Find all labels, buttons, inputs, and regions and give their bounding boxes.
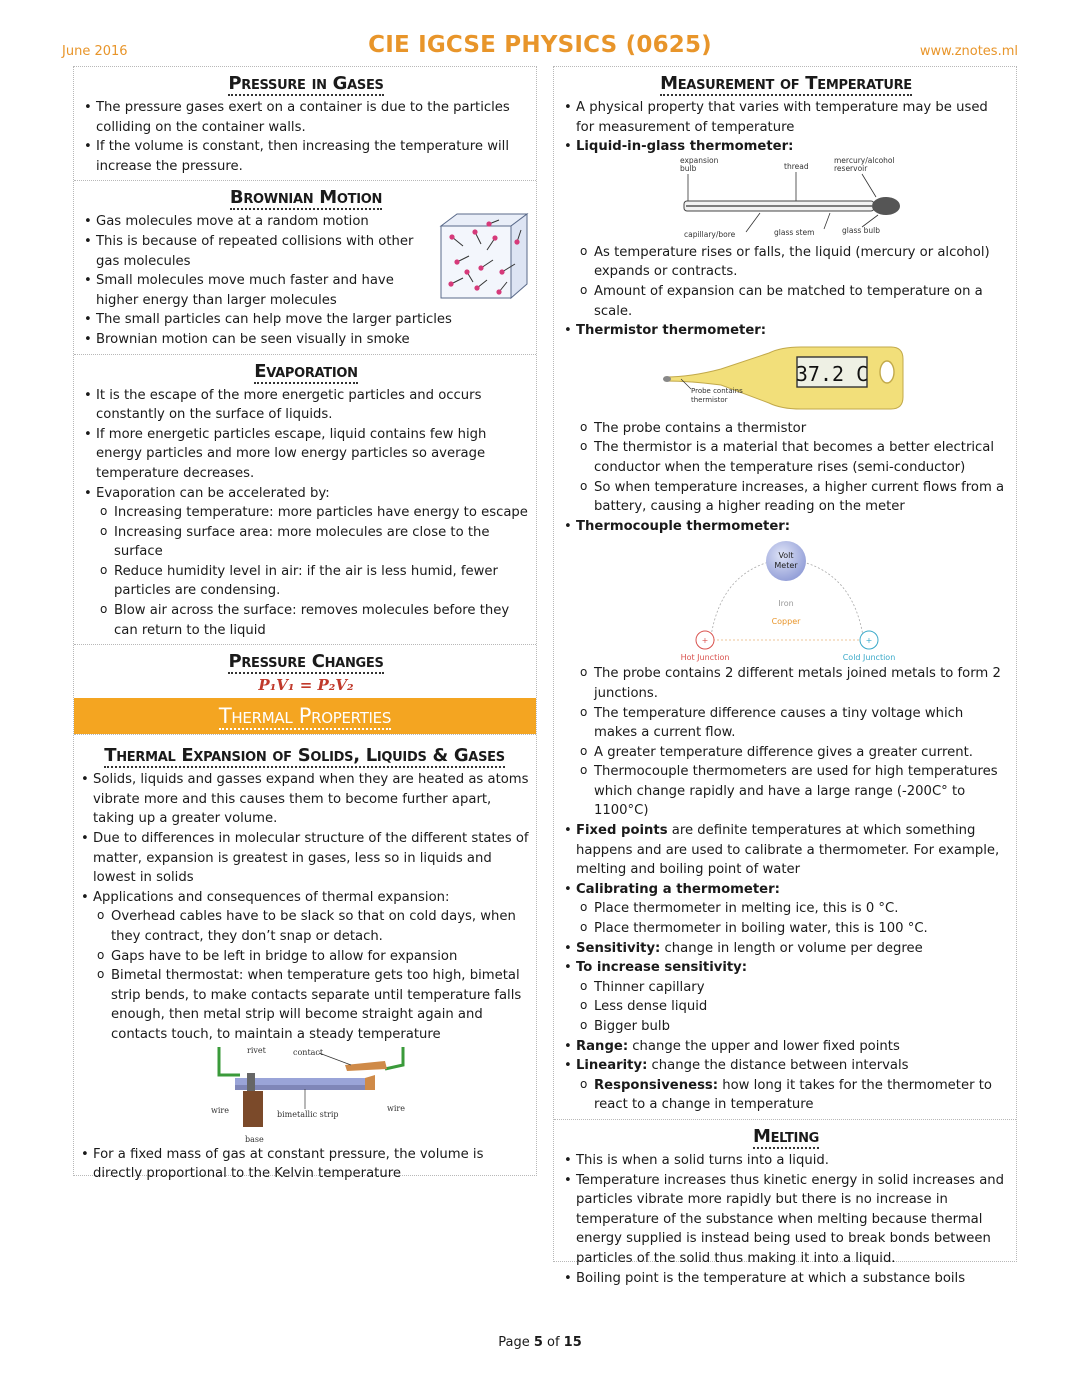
list-item: • Due to differences in molecular structure of the different states of matter, expansion is greatest in gases, less so in liquids and lowest in solids — [79, 829, 530, 888]
page-footer: Page 5 of 15 — [498, 1335, 582, 1350]
page-header — [62, 32, 1018, 66]
label-contact: contact — [292, 1047, 323, 1057]
sub-list-item: o Responsiveness: how long it takes for the thermometer to react to a change in temperature — [562, 1076, 1010, 1115]
list-item: • The small particles can help move the larger particles — [82, 310, 530, 330]
thermocouple-diagram — [661, 536, 911, 664]
list-item: • If the volume is constant, then increasing the temperature will increase the pressure. — [82, 137, 530, 176]
section-title: Pressure in Gases — [228, 73, 384, 94]
current-page-number: 5 — [533, 1335, 543, 1350]
section-title: Measurement of Temperature — [660, 73, 912, 94]
sub-list-item: o Blow air across the surface: removes molecules before they can return to the liquid — [82, 601, 530, 640]
thermistor-reading: 37.2 C — [795, 361, 869, 386]
list-item: • Calibrating a thermometer: — [562, 880, 1010, 900]
sub-list-item: o Amount of expansion can be matched to temperature on a scale. — [562, 282, 1010, 321]
section-thermal-expansion — [74, 735, 536, 1188]
list-item: • The pressure gases exert on a container is due to the particles colliding on the container walls. — [82, 98, 530, 137]
label-bulb: bulb — [680, 163, 697, 173]
list-item: • This is because of repeated collisions with other gas molecules — [82, 232, 422, 271]
section-title: Evaporation — [254, 360, 358, 382]
list-item: • Sensitivity: change in length or volume per degree — [562, 939, 1010, 959]
list-item: • A physical property that varies with temperature may be used for measurement of temperature — [562, 98, 1010, 137]
label-mercury-alcohol: mercury/alcohol — [834, 156, 895, 165]
label-wire-right: wire — [386, 1103, 405, 1113]
list-item: • Thermocouple thermometer: — [562, 517, 1010, 537]
left-column — [73, 66, 537, 1182]
sub-list-item: o Place thermometer in melting ice, this is 0 °C. — [562, 899, 1010, 919]
label-cold-junction: Cold Junction — [842, 653, 896, 663]
section-melting — [554, 1120, 1016, 1292]
list-item: • Thermistor thermometer: — [562, 321, 1010, 341]
liquid-in-glass-thermometer-diagram — [666, 157, 906, 243]
sub-list-item: o As temperature rises or falls, the liquid (mercury or alcohol) expands or contracts. — [562, 243, 1010, 282]
thermistor-thermometer-diagram — [661, 341, 911, 419]
list-item: • Applications and consequences of thermal expansion: — [79, 888, 530, 908]
sub-list-item: o Less dense liquid — [562, 997, 1010, 1017]
list-item: • Fixed points are definite temperatures at which something happens and are used to calibrate a thermometer. For example, melting and boiling point of water — [562, 821, 1010, 880]
section-pressure-in-gases — [74, 67, 536, 181]
sub-list-item: o Thinner capillary — [562, 978, 1010, 998]
section-title: Brownian Motion — [229, 187, 383, 209]
list-item: • Liquid-in-glass thermometer: — [562, 137, 1010, 157]
sub-list-item: o Bigger bulb — [562, 1017, 1010, 1037]
sub-list-item: o The probe contains 2 different metals joined metals to form 2 junctions. — [562, 664, 1010, 703]
list-item: • It is the escape of the more energetic particles and occurs constantly on the surface of liquids. — [82, 386, 530, 425]
label-probe-contains: Probe contains — [691, 386, 743, 395]
sub-list-item: o Bimetal thermostat: when temperature gets too high, bimetal strip bends, to make contacts separate until temperature falls enough, then metal strip will become straight again and contacts touch, to maintain a steady temperature — [79, 966, 530, 1044]
list-item: • Boiling point is the temperature at which a substance boils — [562, 1269, 1010, 1289]
right-column — [553, 66, 1017, 1286]
list-item: • Small molecules move much faster and have higher energy than larger molecules — [82, 271, 422, 310]
label-thread: thread — [784, 161, 809, 171]
label-expansion: expansion — [680, 156, 719, 165]
pressure-formula: P₁V₁ = P₂V₂ — [258, 676, 354, 695]
list-item: • Gas molecules move at a random motion — [82, 212, 422, 232]
label-bimetallic-strip: bimetallic strip — [276, 1109, 339, 1119]
section-brownian-motion — [74, 181, 536, 354]
label-wire-left: wire — [210, 1105, 229, 1115]
list-item: • Linearity: change the distance between intervals — [562, 1056, 1010, 1076]
list-item: • Brownian motion can be seen visually in smoke — [82, 330, 530, 350]
thermal-properties-banner: Thermal Properties — [74, 698, 536, 734]
list-item: • Range: change the upper and lower fixed points — [562, 1037, 1010, 1057]
label-thermistor: thermistor — [691, 395, 728, 404]
list-item: • This is when a solid turns into a liquid. — [562, 1151, 1010, 1171]
label-volt: Volt — [778, 551, 794, 561]
section-pressure-changes — [74, 645, 536, 735]
section-title: Pressure Changes — [228, 651, 384, 673]
svg-text:+: + — [701, 636, 709, 646]
section-evaporation — [74, 355, 536, 646]
page-title: CIE IGCSE PHYSICS (0625) — [368, 32, 712, 58]
list-item: • If more energetic particles escape, liquid contains few high energy particles and more low energy particles so average temperature decreases. — [82, 425, 530, 484]
total-pages: 15 — [563, 1335, 582, 1350]
list-item: • To increase sensitivity: — [562, 958, 1010, 978]
sub-list-item: o A greater temperature difference gives a greater current. — [562, 743, 1010, 763]
section-measurement-of-temperature — [554, 67, 1016, 1120]
brownian-motion-cube-diagram — [437, 212, 532, 302]
label-meter: Meter — [774, 561, 798, 571]
list-item: • For a fixed mass of gas at constant pressure, the volume is directly proportional to the Kelvin temperature — [79, 1145, 530, 1184]
sub-list-item: o The probe contains a thermistor — [562, 419, 1010, 439]
label-rivet: rivet — [246, 1045, 266, 1055]
sub-list-item: o Place thermometer in boiling water, this is 100 °C. — [562, 919, 1010, 939]
section-title: Melting — [752, 1125, 820, 1147]
sub-list-item: o So when temperature increases, a higher current flows from a battery, causing a higher reading on the meter — [562, 478, 1010, 517]
section-title: Thermal Expansion of Solids, Liquids & Gases — [104, 745, 505, 767]
list-item: • Evaporation can be accelerated by: — [82, 484, 530, 504]
list-item: • Temperature increases thus kinetic energy in solid increases and particles vibrate more rapidly but there is no increase in temperature of the substance when melting because thermal energy supplied is instead being used to break bonds between particles of the solid thus making it into a liquid. — [562, 1171, 1010, 1269]
sub-list-item: o Increasing temperature: more particles have energy to escape — [82, 503, 530, 523]
label-iron: Iron — [778, 599, 794, 609]
sub-list-item: o Overhead cables have to be slack so that on cold days, when they contract, they don’t snap or detach. — [79, 907, 530, 946]
label-glass-bulb: glass bulb — [842, 225, 880, 235]
header-website-link[interactable]: www.znotes.ml — [919, 44, 1018, 59]
header-date: June 2016 — [62, 44, 128, 59]
label-hot-junction: Hot Junction — [680, 653, 730, 663]
label-reservoir: reservoir — [834, 163, 868, 173]
sub-list-item: o Reduce humidity level in air: if the air is less humid, fewer particles are condensing. — [82, 562, 530, 601]
label-capillary: capillary/bore — [684, 229, 736, 239]
sub-list-item: o The temperature difference causes a tiny voltage which makes a current flow. — [562, 704, 1010, 743]
sub-list-item: o Gaps have to be left in bridge to allow for expansion — [79, 947, 530, 967]
list-item: • Solids, liquids and gasses expand when they are heated as atoms vibrate more and this causes them to become further apart, taking up a greater volume. — [79, 770, 530, 829]
sub-list-item: o Increasing surface area: more molecules are close to the surface — [82, 523, 530, 562]
label-glass-stem: glass stem — [774, 227, 815, 237]
label-base: base — [244, 1134, 264, 1144]
sub-list-item: o The thermistor is a material that becomes a better electrical conductor when the temperature rises (semi-conductor) — [562, 438, 1010, 477]
sub-list-item: o Thermocouple thermometers are used for high temperatures which change rapidly and have a large range (-200C° to 1100°C) — [562, 762, 1010, 821]
svg-text:+: + — [865, 636, 873, 646]
label-copper: Copper — [771, 617, 801, 627]
bimetal-thermostat-diagram — [195, 1045, 415, 1145]
